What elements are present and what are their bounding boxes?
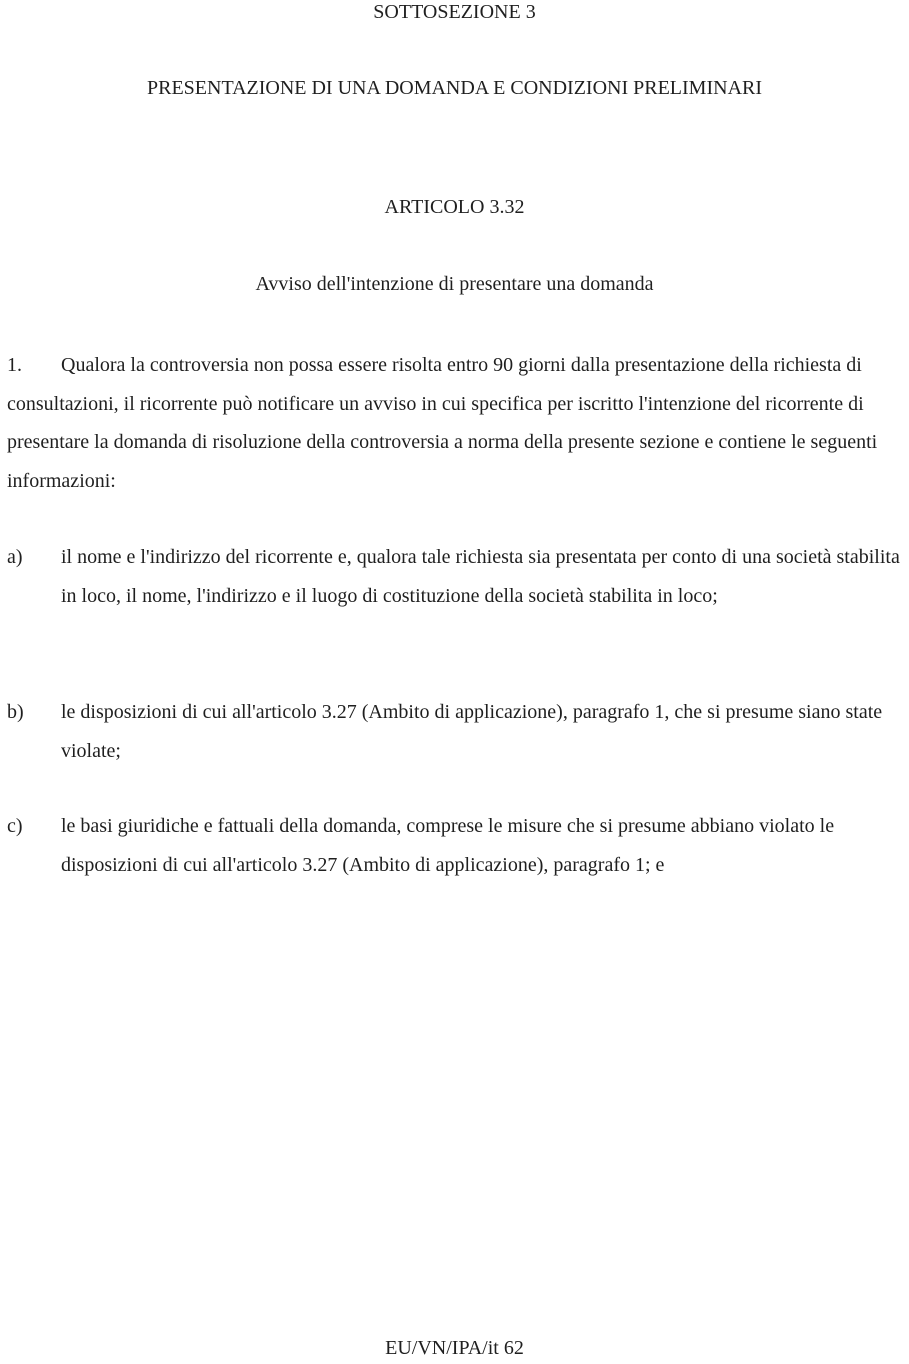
subsection-heading: SOTTOSEZIONE 3 [373, 1, 536, 23]
section-title-heading: PRESENTAZIONE DI UNA DOMANDA E CONDIZIONI PRELIMINARI [146, 77, 763, 99]
list-item-a [7, 538, 900, 615]
list-item-c [7, 807, 900, 884]
article-title-heading: Avviso dell'intenzione di presentare una domanda [255, 273, 654, 295]
paragraph-1 [7, 346, 900, 500]
list-item-c-marker: c) [7, 815, 23, 837]
list-item-b-text: le disposizioni di cui all'articolo 3.27 (Ambito di applicazione), paragrafo 1, che si presume siano state violate; [61, 701, 883, 762]
paragraph-1-number: 1. [7, 354, 22, 376]
list-item-b-marker: b) [7, 701, 24, 723]
list-item-a-marker: a) [7, 546, 23, 568]
article-number-heading: ARTICOLO 3.32 [384, 196, 525, 218]
paragraph-1-text: Qualora la controversia non possa essere risolta entro 90 giorni dalla presentazione della richiesta di consultazioni, il ricorrente può notificare un avviso in cui specifica per iscritto l'intenzione del ricorrente di presentare la domanda di risoluzione della controversia a norma della presente sezione e contiene le seguenti informazioni: [7, 354, 878, 492]
list-item-a-text: il nome e l'indirizzo del ricorrente e, qualora tale richiesta sia presentata per conto di una società stabilita in loco, il nome, l'indirizzo e il luogo di costituzione della società stabilita in loco; [61, 546, 900, 607]
list-item-b [7, 693, 900, 770]
page-footer-reference: EU/VN/IPA/it 62 [385, 1337, 524, 1359]
list-item-c-text: le basi giuridiche e fattuali della domanda, comprese le misure che si presume abbiano violato le disposizioni di cui all'articolo 3.27 (Ambito di applicazione), paragrafo 1; e [61, 815, 835, 876]
